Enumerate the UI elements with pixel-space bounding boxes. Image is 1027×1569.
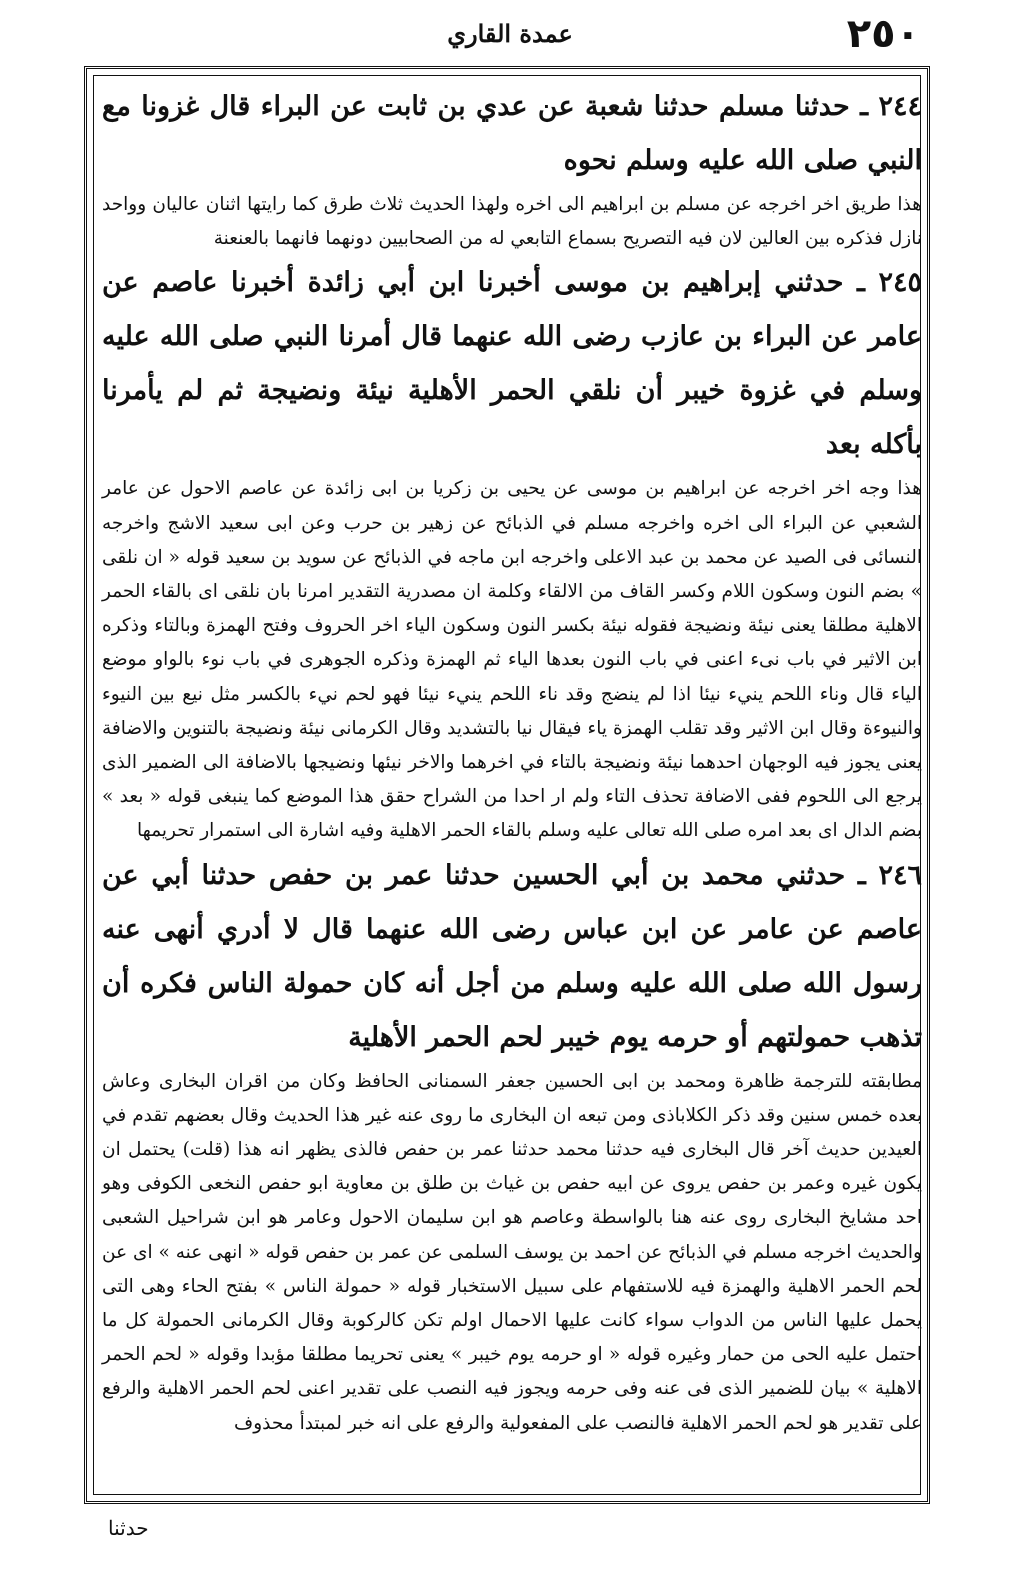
page-number: ٢٥٠ (846, 11, 920, 57)
commentary-245: هذا وجه اخر اخرجه عن ابراهيم بن موسى عن يحيى بن زكريا بن ابى زائدة عن عاصم الاحول عن عامر الشعبي عن البراء الى اخره واخرجه مسلم في الذبائح عن زهير بن حرب وعن ابى سعيد الاشج واخرجه النسائى فى الصيد عن محمد بن عبد الاعلى واخرجه ابن ماجه في الذبائح عن سويد بن سعيد قوله « ان نلقى » بضم النون وسكون اللام وكسر القاف من الالقاء وكلمة ان مصدرية التقدير امرنا بان نلقى اى بالقاء الحمر الاهلية مطلقا يعنى نيئة ونضيجة فقوله نيئة بكسر النون وسكون الياء اخر الحروف وفتح الهمزة وبالتاء وذكره ابن الاثير في باب نىء اعنى في باب النون بعدها الياء ثم الهمزة وذكره الجوهرى في باب نوء بالواو موضع الياء قال وناء اللحم ينيء نيئا اذا لم ينضج وقد ناء اللحم ينيء نيئا فهو لحم نيء بالكسر مثل نيع بين النيوء والنيوءة وقال ابن الاثير وقد تقلب الهمزة ياء فيقال نيا بالتشديد وقال الكرمانى نيئة ونضيجة بالتنوين والاضافة يعنى يجوز فيه الوجهان احدهما نيئة ونضيجة بالتاء في اخرهما والاخر نيئها ونضيجها بالاضافة الى الضمير الذى يرجع الى اللحوم ففى الاضافة تحذف التاء ولم ار احدا من الشراح حقق هذا الموضع كما ينبغى قوله « بعد » بضم الدال اى بعد امره صلى الله تعالى عليه وسلم بالقاء الحمر الاهلية وفيه اشارة الى استمرار تحريمها (102, 478, 922, 842)
hadith-245: ٢٤٥ ـ حدثني إبراهيم بن موسى أخبرنا ابن أبي زائدة أخبرنا عاصم عن عامر عن البراء بن عازب رضى الله عنهما قال أمرنا النبي صلى الله عليه وسلم في غزوة خيبر أن نلقي الحمر الأهلية نيئة ونضيجة ثم لم يأمرنا بأكله بعد (102, 267, 922, 461)
page-header (60, 8, 920, 58)
commentary-244: هذا طريق اخر اخرجه عن مسلم بن ابراهيم الى اخره ولهذا الحديث ثلاث طرق كما رايتها اثنان عاليان وواحد نازل فذكره بين العالين لان فيه التصريح بسماع التابعي له من الصحابيين دونهما فانهما بالعنعنة (102, 194, 922, 250)
commentary-246: مطابقته للترجمة ظاهرة ومحمد بن ابى الحسين جعفر السمنانى الحافظ وكان من اقران البخارى وعاش بعده خمس سنين وقد ذكر الكلاباذى ومن تبعه ان البخارى ما روى عنه غير هذا الحديث وقال بعضهم تقدم في العيدين حديث آخر قال البخارى فيه حدثنا محمد حدثنا عمر بن حفص فالذى يظهر انه هذا (قلت) يحتمل ان يكون غيره وعمر بن حفص يروى عن ابيه حفص بن غياث بن طلق بن معاوية ابو حفص النخعى الكوفى وهو احد مشايخ البخارى روى عنه هنا بالواسطة وعاصم هو ابن سليمان الاحول وعامر هو ابن شراحيل الشعبى والحديث اخرجه مسلم في الذبائح عن احمد بن يوسف السلمى عن عمر بن حفص قوله « انهى عنه » اى عن لحم الحمر الاهلية والهمزة فيه للاستفهام على سبيل الاستخبار قوله « حمولة الناس » بفتح الحاء وهى التى يحمل عليها الناس من الدواب سواء كانت عليها الاحمال اولم تكن كالركوبة وقال الكرمانى الحمولة كل ما احتمل عليه الحى من حمار وغيره قوله « او حرمه يوم خيبر » يعنى تحريما مطلقا مؤبدا وقوله « لحم الحمر الاهلية » بيان للضمير الذى فى عنه وفى حرمه ويجوز فيه النصب على تقدير اعنى لحم الحمر الاهلية والرفع على تقدير هو لحم الحمر الاهلية فالنصب على المفعولية والرفع على انه خبر لمبتدأ محذوف (102, 1070, 922, 1434)
footer-catchword: حدثنا (108, 1516, 149, 1540)
hadith-244: ٢٤٤ ـ حدثنا مسلم حدثنا شعبة عن عدي بن ثابت عن البراء قال غزونا مع النبي صلى الله عليه وسلم نحوه (102, 91, 922, 176)
hadith-246: ٢٤٦ ـ حدثني محمد بن أبي الحسين حدثنا عمر بن حفص حدثنا أبي عن عاصم عن عامر عن ابن عباس رضى الله عنهما قال لا أدري أنهى عنه رسول الله صلى الله عليه وسلم من أجل أنه كان حمولة الناس فكره أن تذهب حمولتهم أو حرمه يوم خيبر لحم الحمر الأهلية (102, 859, 922, 1053)
running-title: عمدة القاري (447, 19, 573, 48)
page-body (96, 80, 928, 1441)
